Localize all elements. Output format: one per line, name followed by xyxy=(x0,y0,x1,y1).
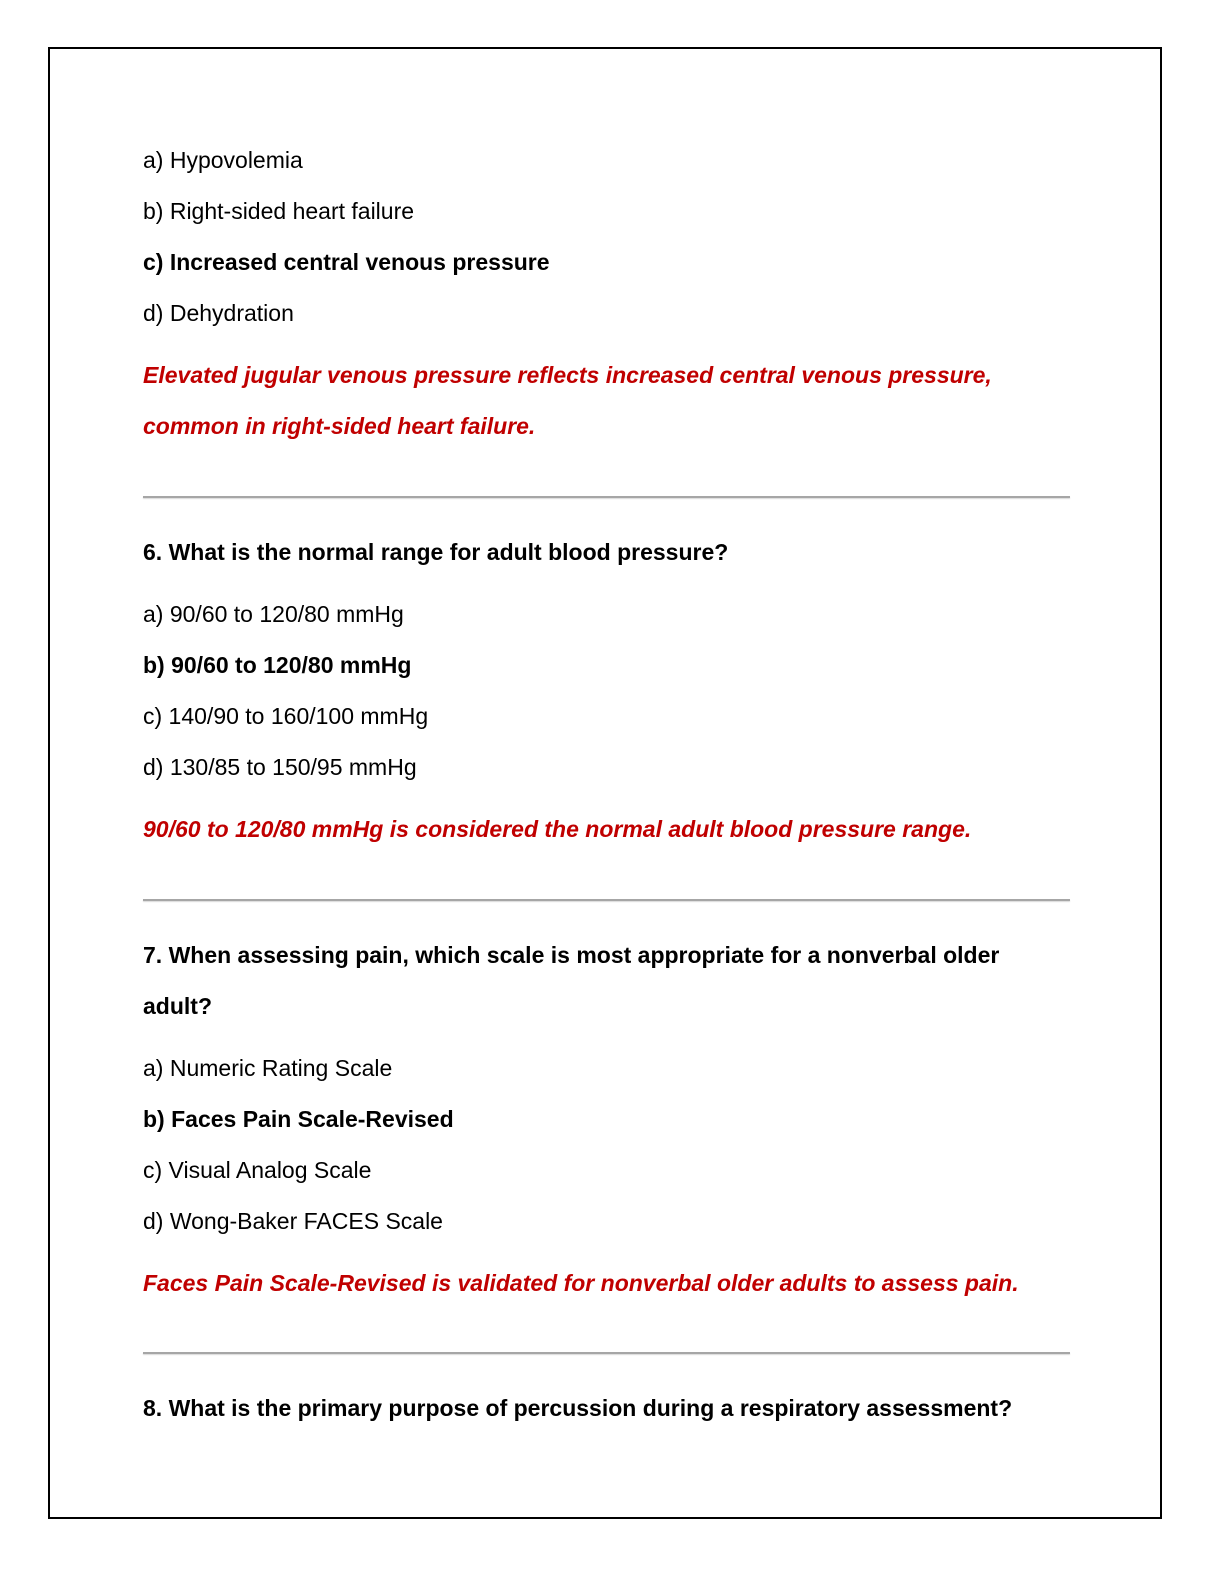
q6-option-b-correct: b) 90/60 to 120/80 mmHg xyxy=(143,652,412,678)
q5-option-b: b) Right-sided heart failure xyxy=(143,198,415,224)
q5-option-d: d) Dehydration xyxy=(143,300,294,326)
q7-option-c: c) Visual Analog Scale xyxy=(143,1157,372,1183)
q7-question-line2: adult? xyxy=(143,993,212,1019)
q7-question-line1: 7. When assessing pain, which scale is most appropriate for a nonverbal older xyxy=(143,942,1000,968)
q7-explanation: Faces Pain Scale-Revised is validated for nonverbal older adults to assess pain. xyxy=(143,1270,1019,1296)
q6-option-a: a) 90/60 to 120/80 mmHg xyxy=(143,601,404,627)
q5-option-a: a) Hypovolemia xyxy=(143,147,303,173)
divider-3 xyxy=(143,1352,1070,1354)
q8-question: 8. What is the primary purpose of percussion during a respiratory assessment? xyxy=(143,1395,1013,1421)
q5-explanation-line2: common in right-sided heart failure. xyxy=(143,413,536,439)
q7-option-a: a) Numeric Rating Scale xyxy=(143,1055,393,1081)
divider-2 xyxy=(143,899,1070,901)
divider-1 xyxy=(143,496,1070,498)
q7-option-d: d) Wong-Baker FACES Scale xyxy=(143,1208,443,1234)
q6-question: 6. What is the normal range for adult blood pressure? xyxy=(143,539,729,565)
q6-explanation: 90/60 to 120/80 mmHg is considered the normal adult blood pressure range. xyxy=(143,816,972,842)
q7-option-b-correct: b) Faces Pain Scale-Revised xyxy=(143,1106,454,1132)
q5-explanation-line1: Elevated jugular venous pressure reflects increased central venous pressure, xyxy=(143,362,992,388)
q6-option-c: c) 140/90 to 160/100 mmHg xyxy=(143,703,429,729)
q5-option-c-correct: c) Increased central venous pressure xyxy=(143,249,550,275)
q6-option-d: d) 130/85 to 150/95 mmHg xyxy=(143,754,417,780)
